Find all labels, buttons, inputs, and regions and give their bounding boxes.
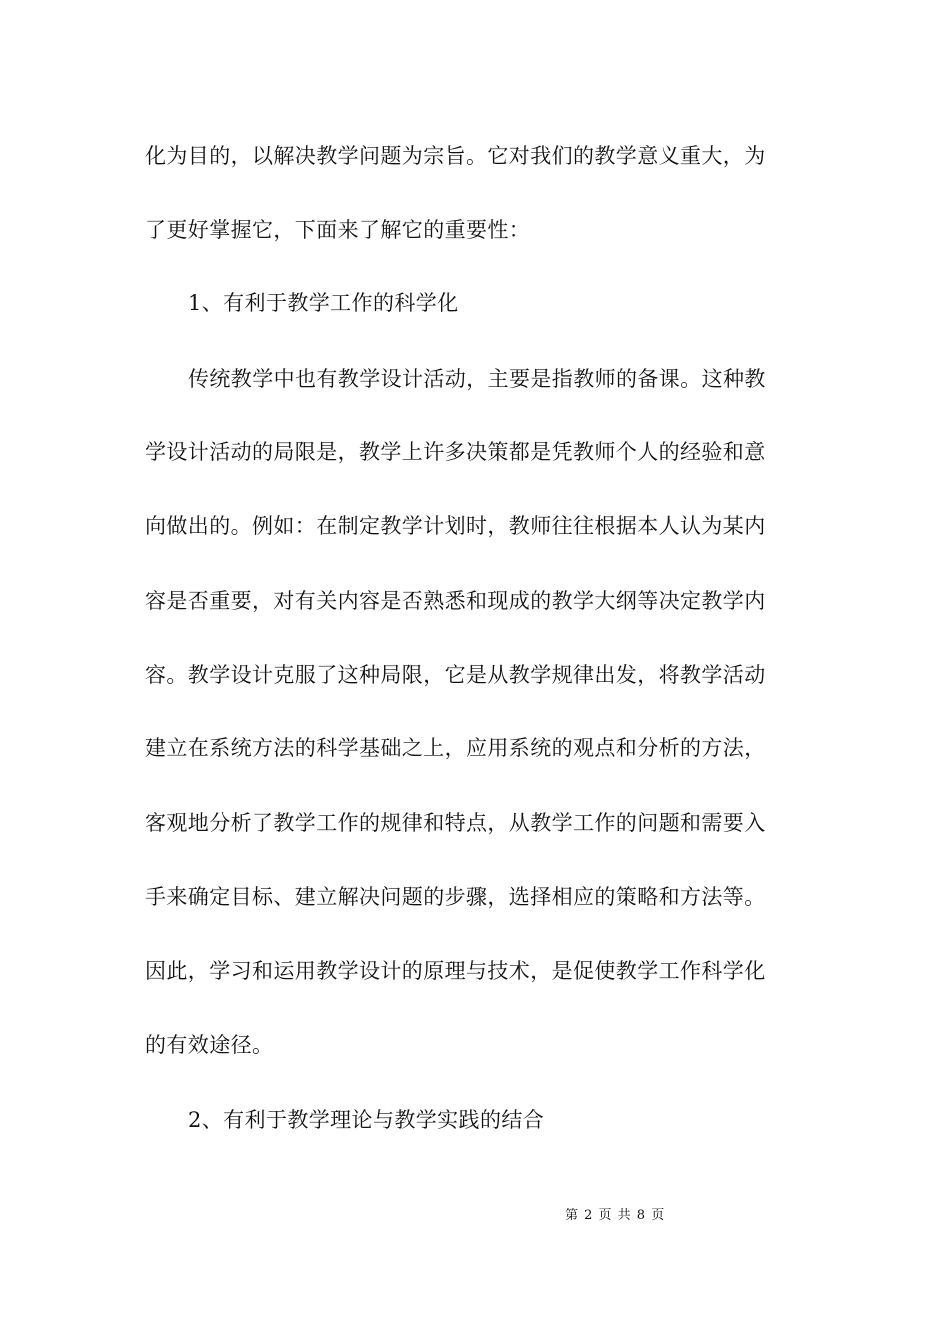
paragraph-line: 传统教学中也有教学设计活动，主要是指教师的备课。这种教: [188, 367, 766, 391]
paragraph-line: 向做出的。例如：在制定教学计划时，教师往往根据本人认为某内: [145, 514, 766, 538]
paragraph-line: 建立在系统方法的科学基础之上，应用系统的观点和分析的方法，: [145, 736, 766, 760]
paragraph-line: 容。教学设计克服了这种局限，它是从教学规律出发，将教学活动: [145, 663, 766, 687]
page-footer: 第 2 页 共 8 页: [565, 1208, 666, 1223]
paragraph-line: 手来确定目标、建立解决问题的步骤，选择相应的策略和方法等。: [145, 885, 766, 909]
paragraph-line: 学设计活动的局限是，教学上许多决策都是凭教师个人的经验和意: [145, 440, 766, 464]
paragraph-line: 的有效途径。: [145, 1033, 274, 1057]
section-heading: 1、有利于教学工作的科学化: [188, 291, 459, 315]
paragraph-line: 了更好掌握它，下面来了解它的重要性：: [145, 218, 531, 242]
section-heading: 2、有利于教学理论与教学实践的结合: [188, 1108, 545, 1132]
paragraph-line: 因此，学习和运用教学设计的原理与技术，是促使教学工作科学化: [145, 959, 766, 983]
paragraph-line: 客观地分析了教学工作的规律和特点，从教学工作的问题和需要入: [145, 811, 766, 835]
paragraph-line: 化为目的，以解决教学问题为宗旨。它对我们的教学意义重大，为: [145, 144, 766, 168]
paragraph-line: 容是否重要，对有关内容是否熟悉和现成的教学大纲等决定教学内: [145, 589, 766, 613]
